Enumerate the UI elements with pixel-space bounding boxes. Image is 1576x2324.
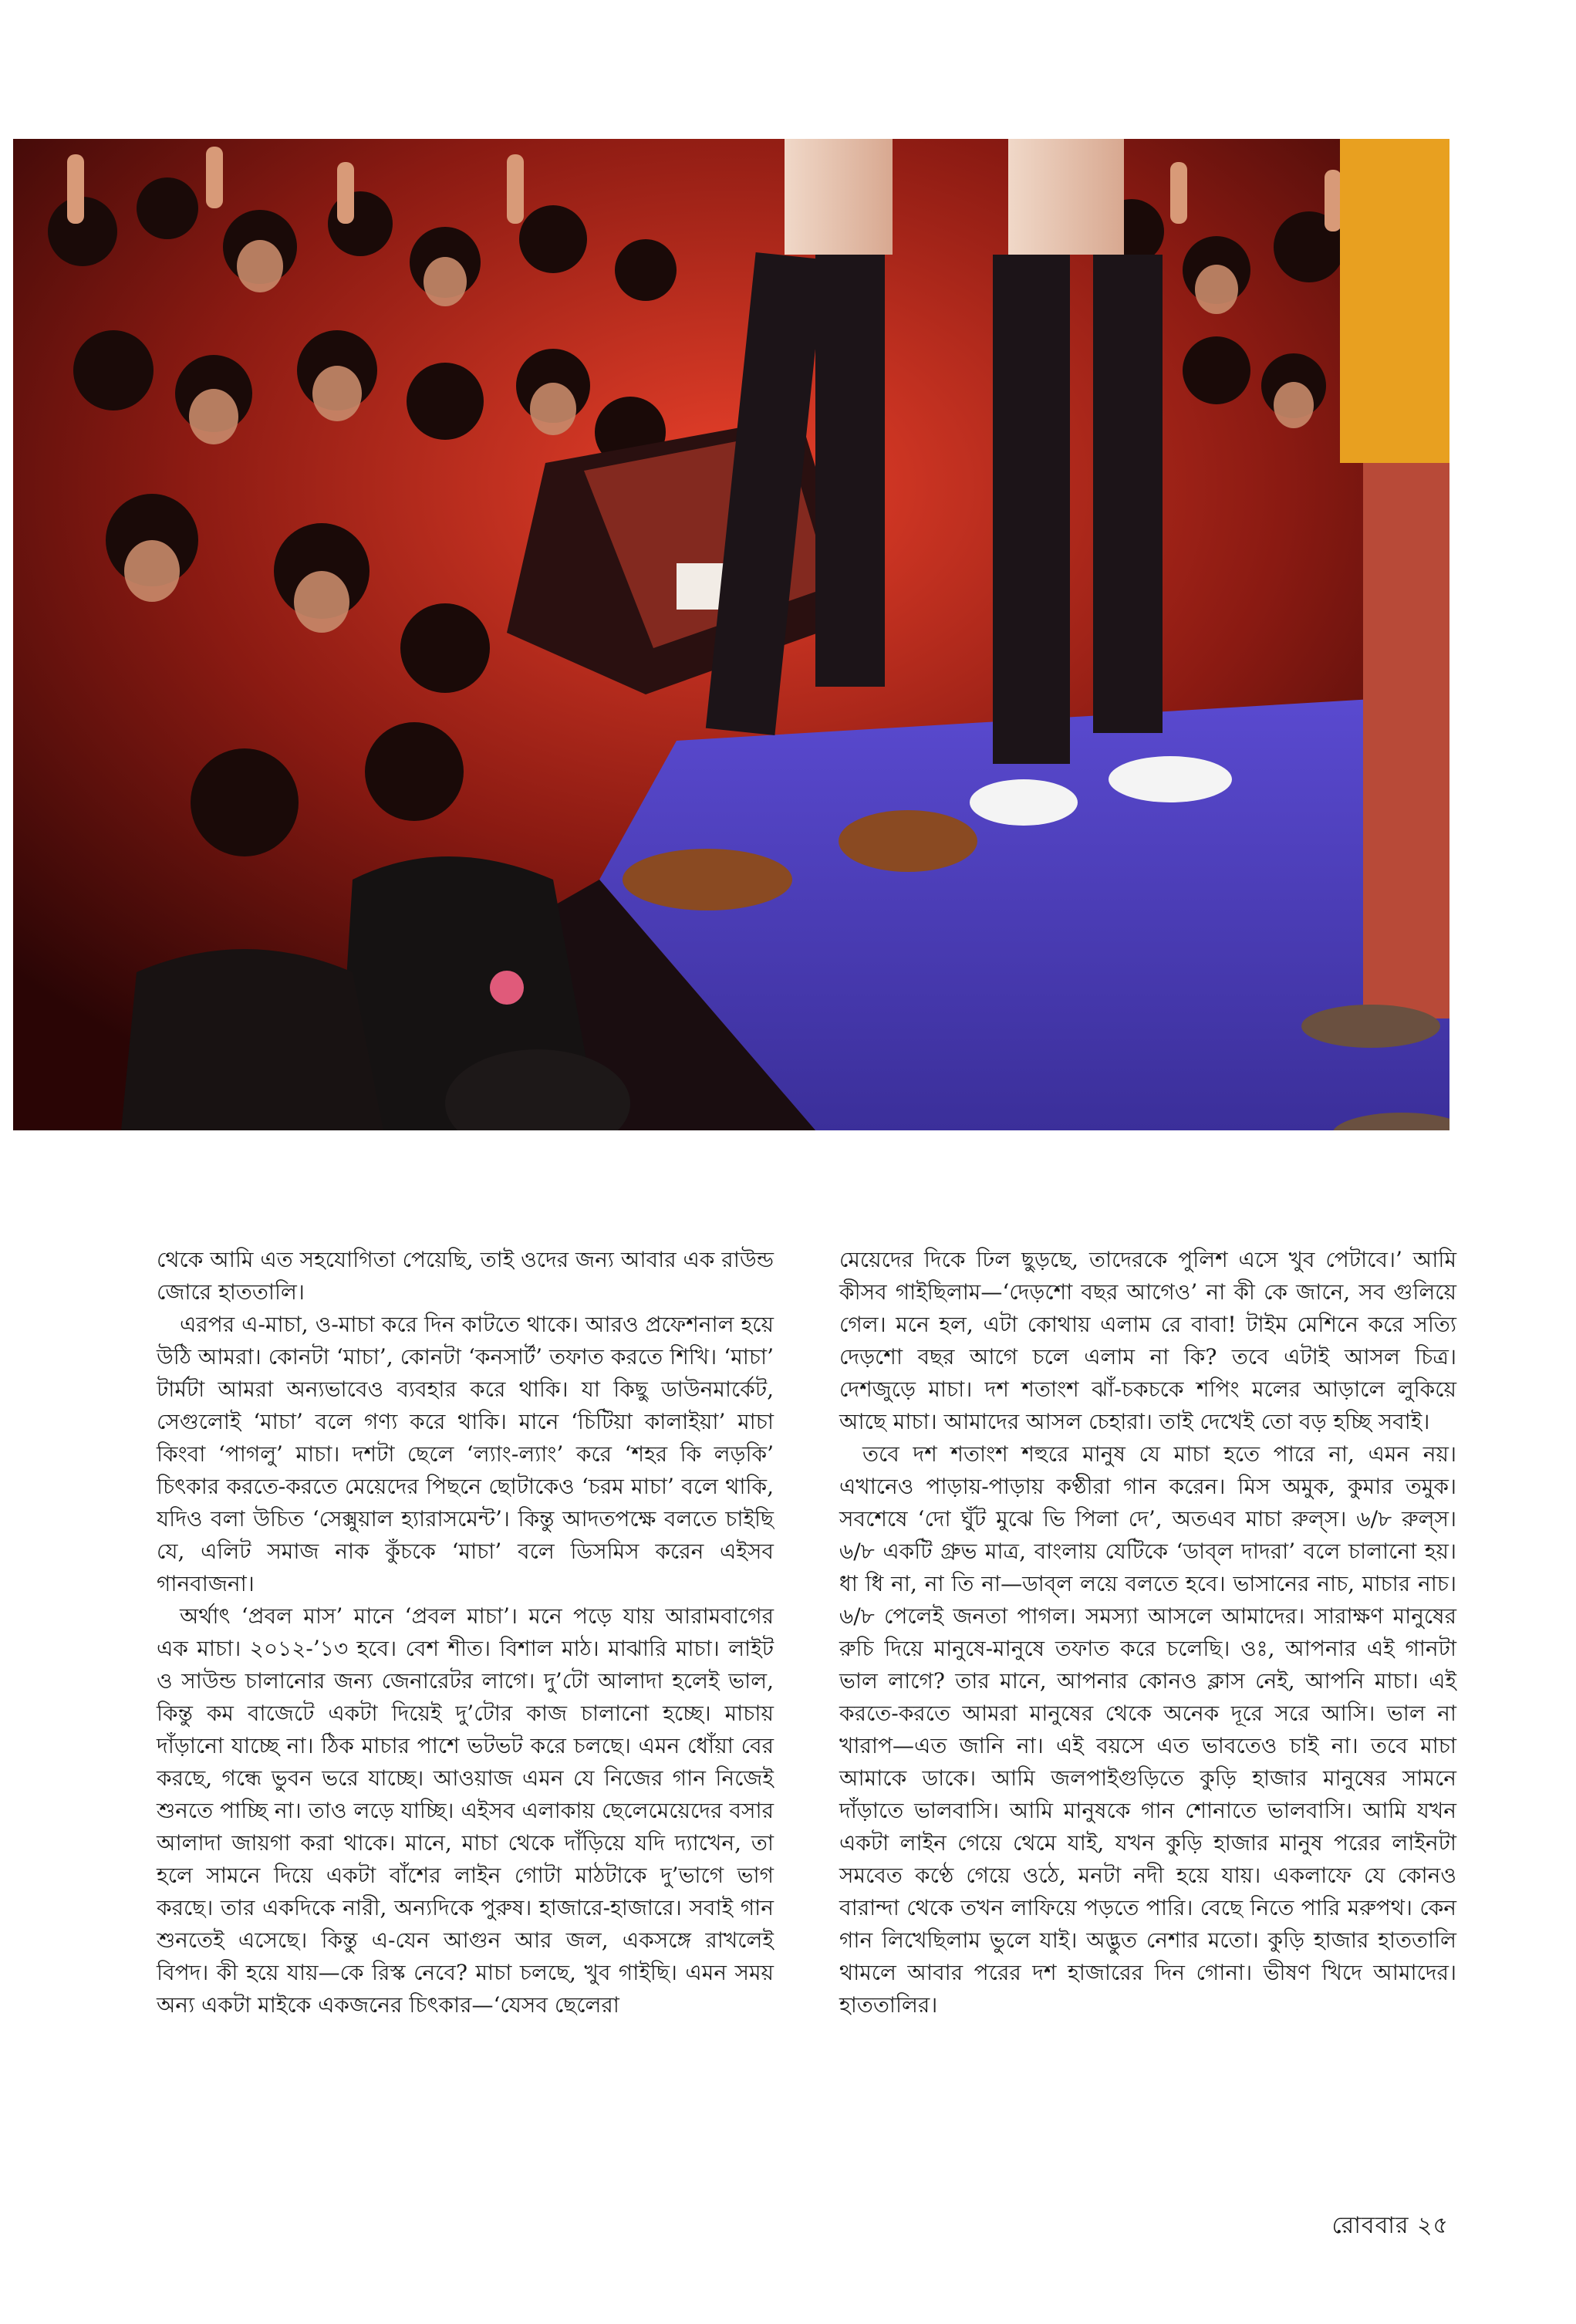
page-folio: রোববার ২৫ <box>1331 2212 1449 2239</box>
paragraph: অর্থাৎ ‘প্রবল মাস’ মানে ‘প্রবল মাচা’। মনে পড়ে যায় আরামবাগের এক মাচা। ২০১২-’১৩ হবে। বেশ শীত। বিশাল মাঠ। মাঝারি মাচা। লাইট ও সাউন্ড চালানোর জন্য জেনারেটর লাগে। দু’টো আলাদা হলেই ভাল, কিন্তু কম বাজেটে একটা দিয়েই দু’টোর কাজ চালানো হচ্ছে। মাচায় দাঁড়ানো যাচ্ছে না। ঠিক মাচার পাশে ভটভট করে চলছে। এমন ধোঁয়া বের করছে, গন্ধে ভুবন ভরে যাচ্ছে। আওয়াজ এমন যে নিজের গান নিজেই শুনতে পাচ্ছি না। তাও লড়ে যাচ্ছি। এইসব এলাকায় ছেলেমেয়েদের বসার আলাদা জায়গা করা থাকে। মানে, মাচা থেকে দাঁড়িয়ে যদি দ্যাখেন, তা হলে সামনে দিয়ে একটা বাঁশের লাইন গোটা মাঠটাকে দু’ভাগে ভাগ করছে। তার একদিকে নারী, অন্যদিকে পুরুষ। হাজারে-হাজারে। সবাই গান শুনতেই এসেছে। কিন্তু এ-যেন আগুন আর জল, একসঙ্গে রাখলেই বিপদ। কী হয়ে যায়—কে রিস্ক নেবে? মাচা চলছে, খুব গাইছি। এমন সময় অন্য একটা মাইকে একজনের চিৎকার—‘যেসব ছেলেরা <box>157 1603 774 2018</box>
concert-crowd-photo <box>13 139 1449 1130</box>
paragraph: থেকে আমি এত সহযোগিতা পেয়েছি, তাই ওদের জন্য আবার এক রাউন্ড জোরে হাততালি। <box>157 1247 774 1305</box>
paragraph: এরপর এ-মাচা, ও-মাচা করে দিন কাটতে থাকে। আরও প্রফেশনাল হয়ে উঠি আমরা। কোনটা ‘মাচা’, কোনটা ‘কনসার্ট’ তফাত করতে শিখি। ‘মাচা’ টার্মটা আমরা অন্যভাবেও ব্যবহার করে থাকি। যা কিছু ডাউনমার্কেট, সেগুলোই ‘মাচা’ বলে গণ্য করে থাকি। মানে ‘চিটিয়া কালাইয়া’ মাচা কিংবা ‘পাগলু’ মাচা। দশটা ছেলে ‘ল্যাং-ল্যাং’ করে ‘শহর কি লড়কি’ চিৎকার করতে-করতে মেয়েদের পিছনে ছোটাকেও ‘চরম মাচা’ বলে থাকি, যদিও বলা উচিত ‘সেক্সুয়াল হ্যারাসমেন্ট’। কিন্তু আদতপক্ষে বলতে চাইছি যে, এলিট সমাজ নাক কুঁচকে ‘মাচা’ বলে ডিসমিস করেন এইসব গানবাজনা। <box>157 1312 774 1596</box>
photo-illustration <box>13 139 1449 1130</box>
paragraph: মেয়েদের দিকে ঢিল ছুড়ছে, তাদেরকে পুলিশ এসে খুব পেটাবে।’ আমি কীসব গাইছিলাম—‘দেড়শো বছর আগেও’ না কী কে জানে, সব গুলিয়ে গেল। মনে হল, এটা কোথায় এলাম রে বাবা! টাইম মেশিনে করে সত্যি দেড়শো বছর আগে চলে এলাম না কি? তবে এটাই আসল চিত্র। দেশজুড়ে মাচা। দশ শতাংশ ঝাঁ-চকচকে শপিং মলের আড়ালে লুকিয়ে আছে মাচা। আমাদের আসল চেহারা। তাই দেখেই তো বড় হচ্ছি সবাই। <box>839 1247 1456 1434</box>
article-column-left <box>157 1244 774 2022</box>
article-column-right <box>839 1244 1456 2022</box>
paragraph: তবে দশ শতাংশ শহুরে মানুষ যে মাচা হতে পারে না, এমন নয়। এখানেও পাড়ায়-পাড়ায় কণ্ঠীরা গান করেন। মিস অমুক, কুমার তমুক। সবশেষে ‘দো ঘুঁট মুঝে ভি পিলা দে’, অতএব মাচা রুল্‌স। ৬/৮ রুল্‌স। ৬/৮ একটি গ্রুভ মাত্র, বাংলায় যেটিকে ‘ডাব্‌ল দাদরা’ বলে চালানো হয়। ধা ধি না, না তি না—ডাব্‌ল লয়ে বলতে হবে। ভাসানের নাচ, মাচার নাচ। ৬/৮ পেলেই জনতা পাগল। সমস্যা আসলে আমাদের। সারাক্ষণ মানুষের রুচি দিয়ে মানুষে-মানুষে তফাত করে চলেছি। ওঃ, আপনার এই গানটা ভাল লাগে? তার মানে, আপনার কোনও ক্লাস নেই, আপনি মাচা। এই করতে-করতে আমরা মানুষের থেকে অনেক দূরে সরে আসি। ভাল না খারাপ—এত জানি না। এই বয়সে এত ভাবতেও চাই না। তবে মাচা আমাকে ডাকে। আমি জলপাইগুড়িতে কুড়ি হাজার মানুষের সামনে দাঁড়াতে ভালবাসি। আমি মানুষকে গান শোনাতে ভালবাসি। আমি যখন একটা লাইন গেয়ে থেমে যাই, যখন কুড়ি হাজার মানুষ পরের লাইনটা সমবেত কণ্ঠে গেয়ে ওঠে, মনটা নদী হয়ে যায়। একলাফে যে কোনও বারান্দা থেকে তখন লাফিয়ে পড়তে পারি। বেছে নিতে পারি মরুপথ। কেন গান লিখেছিলাম ভুলে যাই। অদ্ভুত নেশার মতো। কুড়ি হাজার হাততালি থামলে আবার পরের দশ হাজারের দিন গোনা। ভীষণ খিদে আমাদের। হাততালির। <box>839 1441 1456 2018</box>
